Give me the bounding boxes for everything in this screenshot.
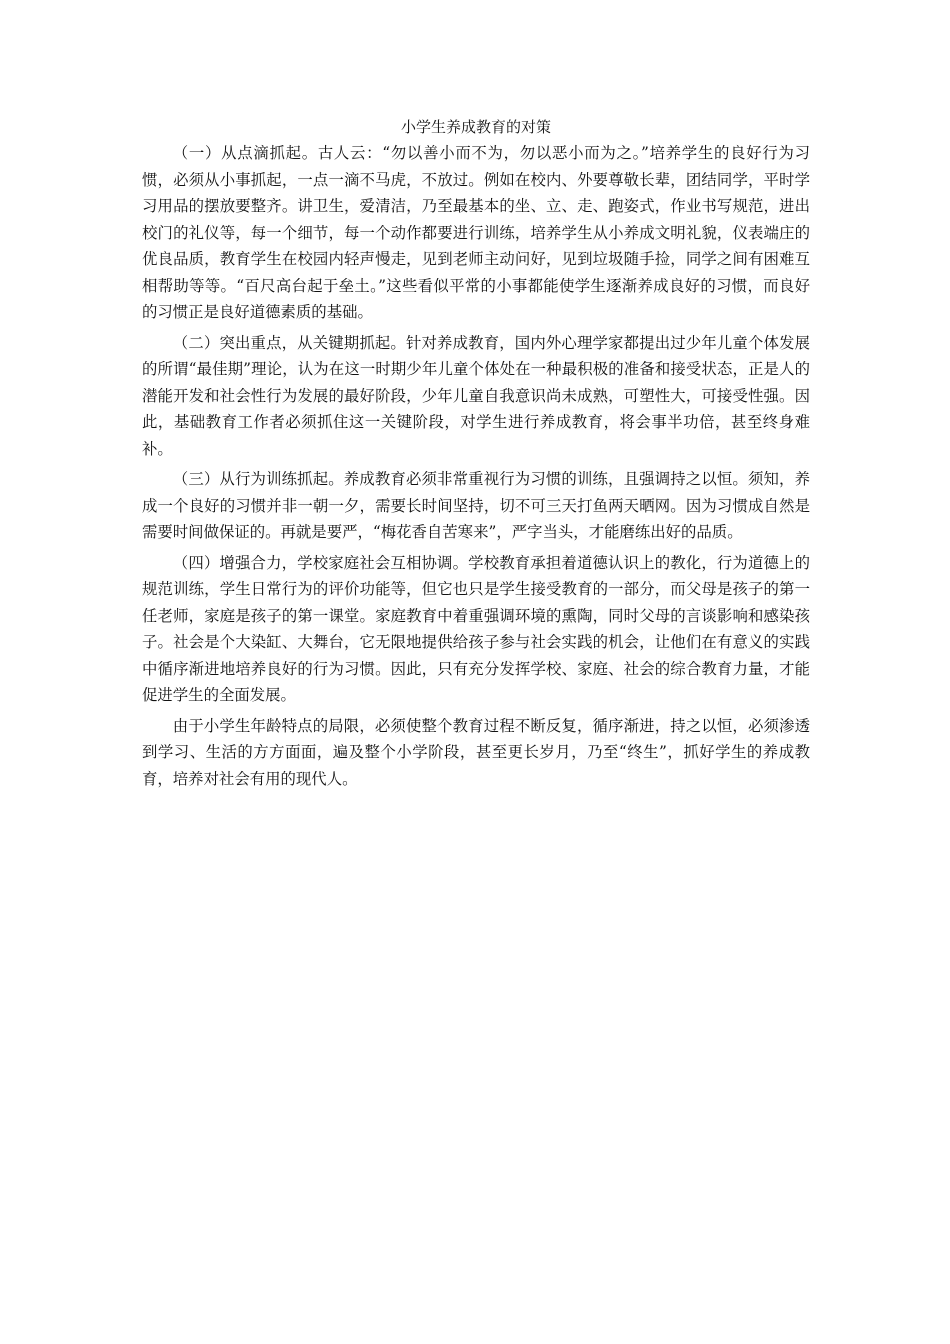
paragraph-2: （二）突出重点，从关键期抓起。针对养成教育，国内外心理学家都提出过少年儿童个体发展的所谓“最佳期”理论，认为在这一时期少年儿童个体处在一种最积极的准备和接受状态，正是人的潜能开发和社会性行为发展的最好阶段，少年儿童自我意识尚未成熟，可塑性大，可接受性强。因此，基础教育工作者必须抓住这一关键阶段，对学生进行养成教育，将会事半功倍，甚至终身难补。 <box>142 333 810 458</box>
document-title: 小学生养成教育的对策 <box>400 118 551 136</box>
document-page <box>142 114 810 796</box>
paragraph-1: （一）从点滴抓起。古人云：“勿以善小而不为，勿以恶小而为之。”培养学生的良好行为习惯，必须从小事抓起，一点一滴不马虎，不放过。例如在校内、外要尊敬长辈，团结同学，平时学习用品的摆放要整齐。讲卫生，爱清洁，乃至最基本的坐、立、走、跑姿式，作业书写规范，进出校门的礼仪等，每一个细节，每一个动作都要进行训练，培养学生从小养成文明礼貌，仪表端庄的优良品质，教育学生在校园内轻声慢走，见到老师主动问好，见到垃圾随手捡，同学之间有困难互相帮助等等。“百尺高台起于垒土。”这些看似平常的小事都能使学生逐渐养成良好的习惯，而良好的习惯正是良好道德素质的基础。 <box>142 144 810 321</box>
paragraph-3: （三）从行为训练抓起。养成教育必须非常重视行为习惯的训练，且强调持之以恒。须知，养成一个良好的习惯并非一朝一夕，需要长时间坚持，切不可三天打鱼两天晒网。因为习惯成自然是需要时间做保证的。再就是要严，“梅花香自苦寒来”，严字当头，才能磨练出好的品质。 <box>142 470 810 541</box>
paragraph-5: 由于小学生年龄特点的局限，必须使整个教育过程不断反复，循序渐进，持之以恒，必须渗透到学习、生活的方方面面，遍及整个小学阶段，甚至更长岁月，乃至“终生”，抓好学生的养成教育，培养对社会有用的现代人。 <box>142 716 810 788</box>
paragraph-4: （四）增强合力，学校家庭社会互相协调。学校教育承担着道德认识上的教化，行为道德上的规范训练，学生日常行为的评价功能等，但它也只是学生接受教育的一部分，而父母是孩子的第一任老师，家庭是孩子的第一课堂。家庭教育中着重强调环境的熏陶，同时父母的言谈影响和感染孩子。社会是个大染缸、大舞台，它无限地提供给孩子参与社会实践的机会，让他们在有意义的实践中循序渐进地培养良好的行为习惯。因此，只有充分发挥学校、家庭、社会的综合教育力量，才能促进学生的全面发展。 <box>142 553 810 704</box>
